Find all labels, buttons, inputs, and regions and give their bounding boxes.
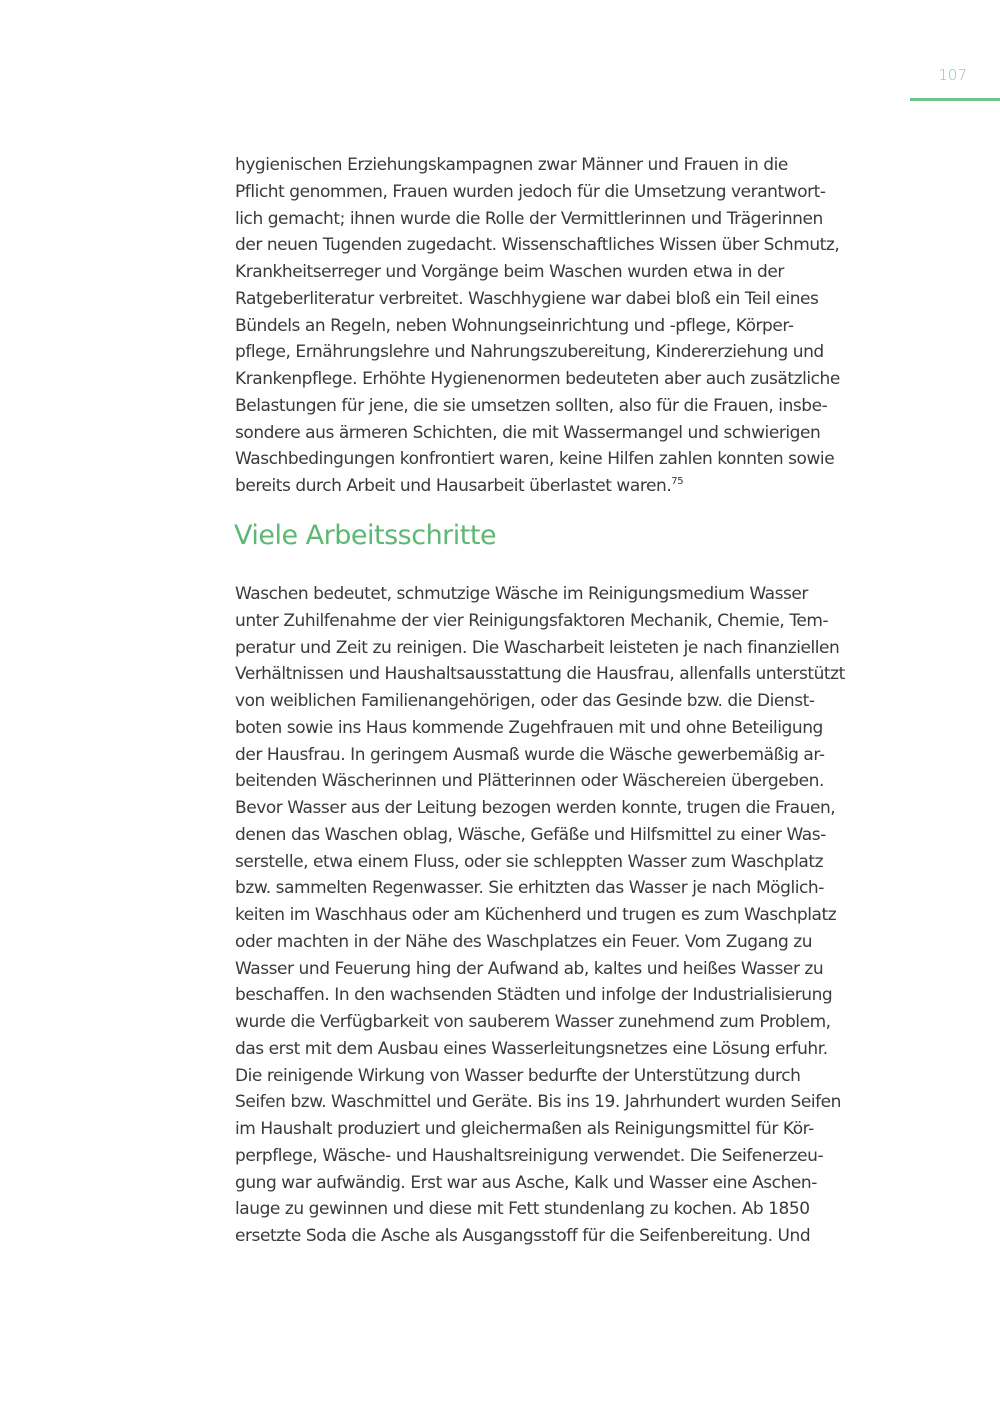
text-line (235, 581, 845, 608)
text-line-content: gung war aufwändig. Erst war aus Asche, Kalk und Wasser eine Aschen- (235, 1172, 817, 1193)
text-line-content: beschaffen. In den wachsenden Städten und infolge der Industrialisierung (235, 985, 833, 1006)
text-line-content: sondere aus ärmeren Schichten, die mit Wassermangel und schwierigen (235, 422, 821, 443)
text-line (235, 1009, 845, 1036)
text-line (235, 179, 840, 206)
text-line (235, 635, 845, 662)
text-line (235, 822, 845, 849)
text-line-content: der neuen Tugenden zugedacht. Wissenschaftliches Wissen über Schmutz, (235, 235, 840, 256)
text-line (235, 608, 845, 635)
section-heading: Viele Arbeitsschritte (234, 520, 497, 551)
text-line (235, 982, 845, 1009)
text-line-content: bzw. sammelten Regenwasser. Sie erhitzten das Wasser je nach Möglich- (235, 878, 824, 899)
text-line-content: Bündels an Regeln, neben Wohnungseinrichtung und -pflege, Körper- (235, 315, 794, 336)
text-line-content: oder machten in der Nähe des Waschplatzes ein Feuer. Vom Zugang zu (235, 931, 813, 952)
text-line-content: unter Zuhilfenahme der vier Reinigungsfaktoren Mechanik, Chemie, Tem- (235, 610, 829, 631)
text-line (235, 393, 840, 420)
text-line (235, 661, 845, 688)
text-line (235, 152, 840, 179)
text-line-content: Waschbedingungen konfrontiert waren, keine Hilfen zahlen konnten sowie (235, 449, 835, 470)
paragraph-2 (235, 581, 845, 1250)
text-line-content: hygienischen Erziehungskampagnen zwar Männer und Frauen in die (235, 155, 788, 175)
text-line-content: pflege, Ernährungslehre und Nahrungszubereitung, Kindererziehung und (235, 342, 824, 363)
text-line-content: von weiblichen Familienangehörigen, oder das Gesinde bzw. die Dienst- (235, 691, 815, 711)
text-line (235, 875, 845, 902)
text-line-content: keiten im Waschhaus oder am Küchenherd und trugen es zum Waschplatz (235, 905, 837, 925)
text-line (235, 1036, 845, 1063)
footnote-reference[interactable]: 75 (671, 476, 684, 487)
text-line (235, 313, 840, 340)
text-line (235, 688, 845, 715)
paragraph-1 (235, 152, 840, 500)
text-line (235, 956, 845, 983)
text-line-content: Wasser und Feuerung hing der Aufwand ab, kaltes und heißes Wasser zu (235, 958, 824, 979)
text-line-content: perpflege, Wäsche- und Haushaltsreinigung verwendet. Die Seifenerzeu- (235, 1145, 824, 1166)
text-line-content: lich gemacht; ihnen wurde die Rolle der Vermittlerinnen und Trägerinnen (235, 208, 823, 229)
text-line-content: der Hausfrau. In geringem Ausmaß wurde die Wäsche gewerbemäßig ar- (235, 744, 825, 765)
text-line-content: Waschen bedeutet, schmutzige Wäsche im Reinigungsmedium Wasser (235, 584, 808, 604)
header-rule (910, 98, 1000, 101)
text-line-content: bereits durch Arbeit und Hausarbeit überlastet waren. (235, 476, 672, 496)
text-line (235, 1143, 845, 1170)
text-line (235, 1116, 845, 1143)
text-line (235, 742, 845, 769)
text-line (235, 1223, 845, 1250)
text-line (235, 446, 840, 473)
text-line (235, 286, 840, 313)
text-line (235, 420, 840, 447)
text-line (235, 232, 840, 259)
text-line-content: Belastungen für jene, die sie umsetzen sollten, also für die Frauen, insbe- (235, 395, 828, 416)
text-line-content: Die reinigende Wirkung von Wasser bedurfte der Unterstützung durch (235, 1065, 801, 1086)
page-number: 107 (938, 66, 967, 84)
text-line (235, 1170, 845, 1197)
text-line-content: peratur und Zeit zu reinigen. Die Wascharbeit leisteten je nach finanziellen (235, 637, 840, 658)
text-line (235, 206, 840, 233)
text-line-content: Seifen bzw. Waschmittel und Geräte. Bis ins 19. Jahrhundert wurden Seifen (235, 1092, 842, 1113)
text-line-content: ersetzte Soda die Asche als Ausgangsstoff für die Seifenbereitung. Und (235, 1226, 811, 1246)
text-line-content: Verhältnissen und Haushaltsausstattung die Hausfrau, allenfalls unterstützt (235, 664, 845, 685)
text-line-content: lauge zu gewinnen und diese mit Fett stundenlang zu kochen. Ab 1850 (235, 1199, 810, 1220)
text-line-content: beitenden Wäscherinnen und Plätterinnen oder Wäschereien übergeben. (235, 771, 824, 792)
text-line-content: Krankheitserreger und Vorgänge beim Waschen wurden etwa in der (235, 262, 784, 282)
text-line-content: boten sowie ins Haus kommende Zugehfrauen mit und ohne Beteiligung (235, 717, 823, 738)
text-line-content: Bevor Wasser aus der Leitung bezogen werden konnte, trugen die Frauen, (235, 798, 836, 818)
text-line (235, 1063, 845, 1090)
text-line-content: im Haushalt produziert und gleichermaßen als Reinigungsmittel für Kör- (235, 1119, 814, 1139)
text-line (235, 768, 845, 795)
text-line (235, 1196, 845, 1223)
text-line-content: denen das Waschen oblag, Wäsche, Gefäße und Hilfsmittel zu einer Was- (235, 824, 826, 845)
text-line-content: das erst mit dem Ausbau eines Wasserleitungsnetzes eine Lösung erfuhr. (235, 1038, 828, 1059)
text-line (235, 473, 840, 500)
text-line (235, 929, 845, 956)
text-line (235, 902, 845, 929)
text-line-content: Pflicht genommen, Frauen wurden jedoch für die Umsetzung verantwort- (235, 181, 826, 202)
text-line (235, 1089, 845, 1116)
text-line-content: Ratgeberliteratur verbreitet. Waschhygiene war dabei bloß ein Teil eines (235, 288, 819, 309)
text-line (235, 259, 840, 286)
text-line (235, 849, 845, 876)
text-line-content: serstelle, etwa einem Fluss, oder sie schleppten Wasser zum Waschplatz (235, 851, 824, 872)
text-line (235, 339, 840, 366)
text-line (235, 795, 845, 822)
text-line (235, 366, 840, 393)
text-line-content: wurde die Verfügbarkeit von sauberem Wasser zunehmend zum Problem, (235, 1012, 831, 1032)
text-line (235, 715, 845, 742)
text-line-content: Krankenpflege. Erhöhte Hygienenormen bedeuteten aber auch zusätzliche (235, 369, 840, 389)
